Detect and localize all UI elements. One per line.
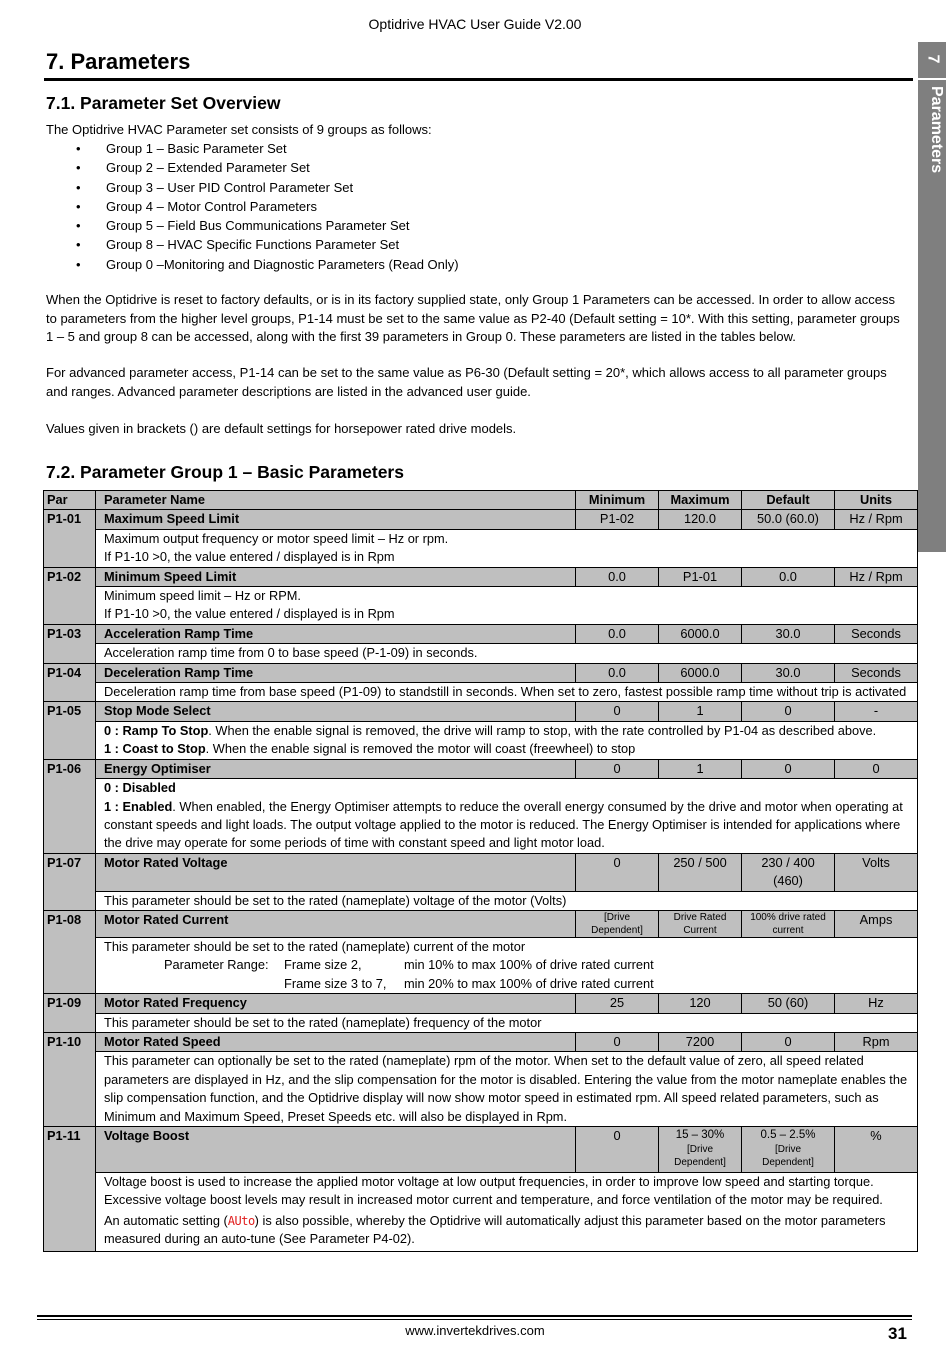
table-row	[44, 1013, 918, 1032]
param-min: 0.0	[576, 567, 659, 586]
list-item: • Group 8 – HVAC Specific Functions Parameter Set	[46, 235, 459, 254]
param-name: Minimum Speed Limit	[96, 567, 576, 586]
table-row	[44, 529, 918, 567]
param-units: Hz	[835, 994, 918, 1013]
group-list	[46, 139, 459, 274]
param-name: Deceleration Ramp Time	[96, 663, 576, 682]
param-max: 15 – 30% [Drive Dependent]	[659, 1127, 742, 1173]
param-description: Deceleration ramp time from base speed (P1-09) to standstill in seconds. When set to zero, fastest possible ramp time without trip is activated	[96, 683, 918, 702]
param-default: 0.5 – 2.5% [Drive Dependent]	[742, 1127, 835, 1173]
param-min: 0.0	[576, 663, 659, 682]
chapter-tab-label: Parameters	[928, 86, 945, 174]
list-item: • Group 4 – Motor Control Parameters	[46, 197, 459, 216]
param-max: 1	[659, 702, 742, 721]
chapter-title: 7. Parameters	[46, 49, 191, 74]
overview-paragraph-access: When the Optidrive is reset to factory defaults, or is in its factory supplied state, only Group 1 Parameters can be accessed. In order to allow access to parameters from the higher level groups, P1-14 must be set to the same value as P2-40 (Default setting = 10*. With this setting, parameter groups 1 – 5 and group 8 can be accessed, along with the first 39 parameters in Group 0. These parameters are listed in the tables below.	[46, 292, 900, 344]
list-item: • Group 0 –Monitoring and Diagnostic Parameters (Read Only)	[46, 255, 459, 274]
table-row	[44, 510, 918, 529]
overview-intro: The Optidrive HVAC Parameter set consists of 9 groups as follows:	[46, 122, 432, 137]
chapter-tab-number: 7	[924, 54, 941, 64]
param-id: P1-10	[44, 1032, 96, 1126]
table-row	[44, 1127, 918, 1173]
param-description: This parameter should be set to the rated (nameplate) current of the motor Parameter Range: Frame size 2, min 10% to max 100% of drive rated current Frame size 3 to 7, min 20% to max 100% of drive rated current	[96, 937, 918, 993]
table-row	[44, 624, 918, 643]
footer-url: www.invertekdrives.com	[405, 1323, 545, 1338]
param-description: 0 : Ramp To Stop. When the enable signal is removed, the drive will ramp to stop, with the rate controlled by P1-04 as described above. 1 : Coast to Stop. When the enable signal is removed the motor will coast (freewheel) to stop	[96, 721, 918, 759]
param-default: 50 (60)	[742, 994, 835, 1013]
param-default: 230 / 400 (460)	[742, 853, 835, 891]
param-id: P1-05	[44, 702, 96, 759]
param-id: P1-11	[44, 1127, 96, 1252]
overview-paragraph-brackets: Values given in brackets () are default settings for horsepower rated drive models.	[46, 421, 517, 436]
param-id: P1-06	[44, 759, 96, 853]
param-min: 0	[576, 1127, 659, 1173]
header-default: Default	[742, 491, 835, 510]
param-name: Motor Rated Voltage	[96, 853, 576, 891]
param-units: Volts	[835, 853, 918, 891]
param-units: -	[835, 702, 918, 721]
param-units: Hz / Rpm	[835, 567, 918, 586]
param-id: P1-02	[44, 567, 96, 624]
table-row	[44, 702, 918, 721]
param-default: 0	[742, 1032, 835, 1051]
param-id: P1-07	[44, 853, 96, 910]
table-row	[44, 567, 918, 586]
param-units: Rpm	[835, 1032, 918, 1051]
param-units: Seconds	[835, 624, 918, 643]
param-name: Energy Optimiser	[96, 759, 576, 778]
param-min: 0	[576, 1032, 659, 1051]
table-row	[44, 891, 918, 910]
table-row	[44, 1032, 918, 1051]
table-row	[44, 994, 918, 1013]
param-min: [Drive Dependent]	[576, 910, 659, 937]
chapter-tab-divider	[918, 78, 946, 80]
param-name: Acceleration Ramp Time	[96, 624, 576, 643]
section-title-group1: 7.2. Parameter Group 1 – Basic Parameters	[46, 462, 404, 482]
table-row	[44, 1173, 918, 1252]
auto-display-glyph: AUto	[227, 1213, 255, 1228]
param-description: Voltage boost is used to increase the applied motor voltage at low output frequencies, in order to improve low speed and starting torque. Excessive voltage boost levels may result in increased motor current and temperature, and force ventilation of the motor may be required. An automatic setting (AUto) is also possible, whereby the Optidrive will automatically adjust this parameter based on the motor parameters measured during an auto-tune (See Parameter P4-02).	[96, 1173, 918, 1252]
param-default: 0	[742, 759, 835, 778]
param-min: P1-02	[576, 510, 659, 529]
param-description: This parameter should be set to the rated (nameplate) frequency of the motor	[96, 1013, 918, 1032]
list-item: • Group 1 – Basic Parameter Set	[46, 139, 459, 158]
list-item: • Group 3 – User PID Control Parameter Set	[46, 178, 459, 197]
table-row	[44, 910, 918, 937]
param-max: 6000.0	[659, 663, 742, 682]
param-name: Stop Mode Select	[96, 702, 576, 721]
param-name: Maximum Speed Limit	[96, 510, 576, 529]
param-description: Acceleration ramp time from 0 to base speed (P-1-09) in seconds.	[96, 644, 918, 663]
list-item: • Group 5 – Field Bus Communications Parameter Set	[46, 216, 459, 235]
param-default: 0	[742, 702, 835, 721]
table-row	[44, 1052, 918, 1127]
list-item: • Group 2 – Extended Parameter Set	[46, 158, 459, 177]
table-row	[44, 937, 918, 993]
footer-rule-thin	[37, 1319, 912, 1320]
parameter-table	[43, 490, 918, 1252]
header-max: Maximum	[659, 491, 742, 510]
param-min: 0.0	[576, 624, 659, 643]
section-title-overview: 7.1. Parameter Set Overview	[46, 93, 281, 113]
chapter-title-rule	[44, 78, 913, 81]
param-default: 30.0	[742, 624, 835, 643]
running-header: Optidrive HVAC User Guide V2.00	[368, 16, 582, 32]
table-row	[44, 644, 918, 663]
param-min: 0	[576, 853, 659, 891]
footer-rule	[37, 1315, 912, 1317]
param-max: P1-01	[659, 567, 742, 586]
param-max: 120.0	[659, 510, 742, 529]
param-name: Motor Rated Speed	[96, 1032, 576, 1051]
table-row	[44, 721, 918, 759]
table-row	[44, 683, 918, 702]
header-units: Units	[835, 491, 918, 510]
param-units: Amps	[835, 910, 918, 937]
param-id: P1-04	[44, 663, 96, 702]
param-units: 0	[835, 759, 918, 778]
page-number: 31	[888, 1324, 907, 1343]
param-id: P1-01	[44, 510, 96, 567]
param-description: 0 : Disabled 1 : Enabled. When enabled, the Energy Optimiser attempts to reduce the overall energy consumed by the drive and motor when operating at constant speeds and light loads. The output voltage applied to the motor is reduced. The Energy Optimiser is intended for applications where the drive may operate for some periods of time with constant speed and light motor load.	[96, 779, 918, 854]
param-description: Maximum output frequency or motor speed limit – Hz or rpm. If P1-10 >0, the value entered / displayed is in Rpm	[96, 529, 918, 567]
overview-paragraph-advanced: For advanced parameter access, P1-14 can be set to the same value as P6-30 (Default setting = 20*, which allows access to all parameter groups and ranges. Advanced parameter descriptions are listed in the advanced user guide.	[46, 365, 887, 399]
param-units: Seconds	[835, 663, 918, 682]
param-min: 0	[576, 759, 659, 778]
param-max: 120	[659, 994, 742, 1013]
table-row	[44, 759, 918, 778]
param-units: %	[835, 1127, 918, 1173]
param-description: Minimum speed limit – Hz or RPM. If P1-10 >0, the value entered / displayed is in Rpm	[96, 587, 918, 625]
param-name: Motor Rated Frequency	[96, 994, 576, 1013]
table-row	[44, 663, 918, 682]
table-row	[44, 587, 918, 625]
param-default: 0.0	[742, 567, 835, 586]
header-par: Par	[44, 491, 96, 510]
table-row	[44, 779, 918, 854]
param-max: 250 / 500	[659, 853, 742, 891]
header-name: Parameter Name	[96, 491, 576, 510]
table-header-row	[44, 491, 918, 510]
param-description: This parameter should be set to the rated (nameplate) voltage of the motor (Volts)	[96, 891, 918, 910]
param-max: 6000.0	[659, 624, 742, 643]
param-default: 50.0 (60.0)	[742, 510, 835, 529]
param-id: P1-03	[44, 624, 96, 663]
param-min: 25	[576, 994, 659, 1013]
param-min: 0	[576, 702, 659, 721]
param-name: Voltage Boost	[96, 1127, 576, 1173]
table-row	[44, 853, 918, 891]
param-id: P1-08	[44, 910, 96, 993]
param-max: Drive Rated Current	[659, 910, 742, 937]
param-units: Hz / Rpm	[835, 510, 918, 529]
param-max: 1	[659, 759, 742, 778]
param-max: 7200	[659, 1032, 742, 1051]
param-default: 30.0	[742, 663, 835, 682]
header-min: Minimum	[576, 491, 659, 510]
param-name: Motor Rated Current	[96, 910, 576, 937]
param-description: This parameter can optionally be set to the rated (nameplate) rpm of the motor. When set to the default value of zero, all speed related parameters are displayed in Hz, and the slip compensation for the motor is disabled. Entering the value from the motor nameplate enables the slip compensation function, and the Optidrive display will now show motor speed in estimated rpm. All speed related parameters, such as Minimum and Maximum Speed, Preset Speeds etc. will also be displayed in Rpm.	[96, 1052, 918, 1127]
param-id: P1-09	[44, 994, 96, 1033]
param-default: 100% drive rated current	[742, 910, 835, 937]
